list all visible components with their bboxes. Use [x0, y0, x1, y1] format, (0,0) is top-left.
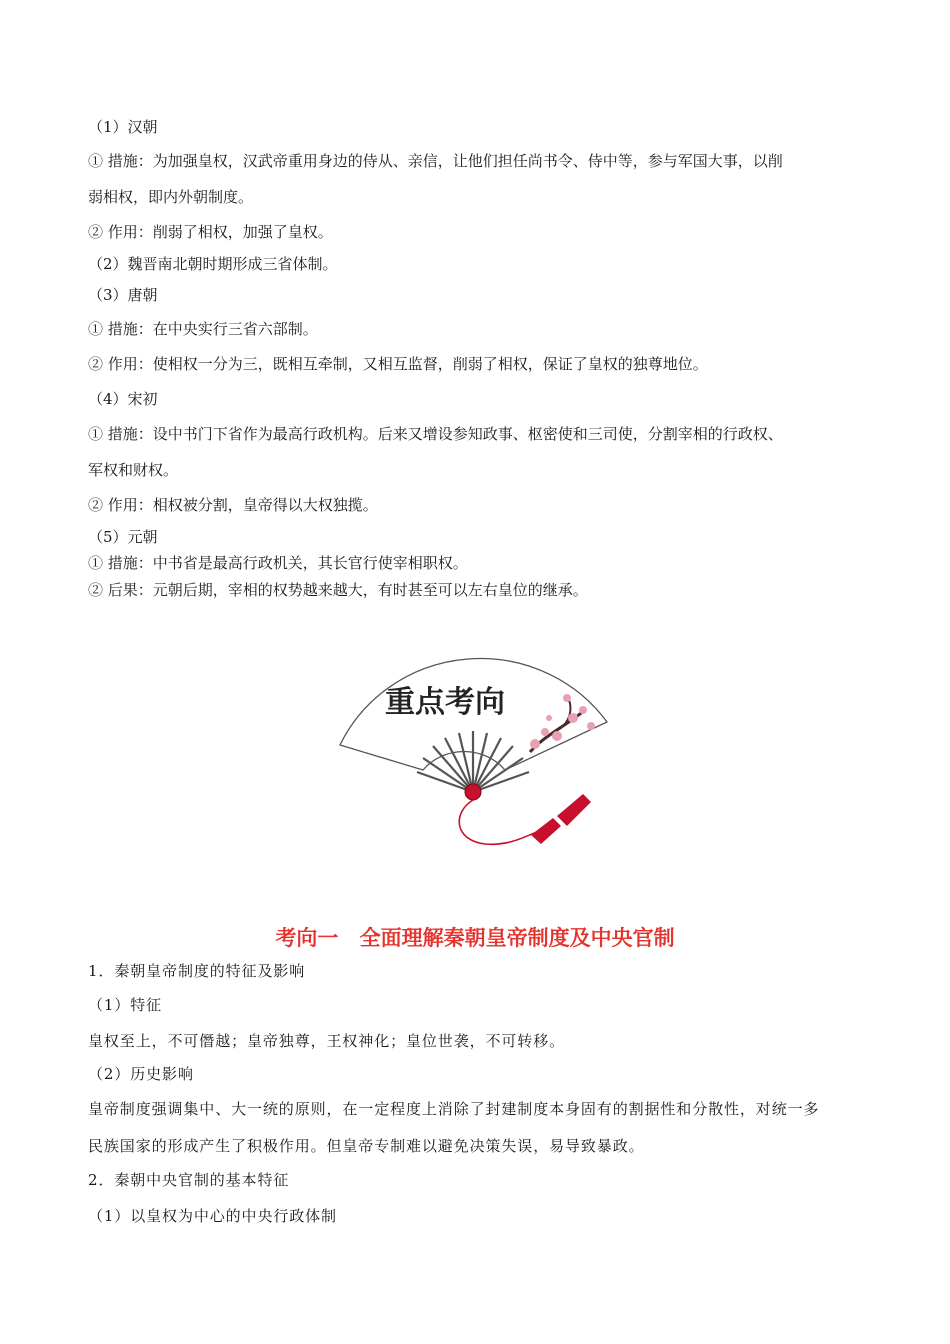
text-heading-2: 2．秦朝中央官制的基本特征 [88, 1171, 290, 1189]
banner-text: 重点考向 [385, 685, 505, 720]
text-heading-1-sub2: （2）历史影响 [88, 1065, 194, 1083]
fan-cord [459, 800, 541, 844]
text-heading-1-sub1: （1）特征 [88, 996, 163, 1014]
text-heading-2-sub1: （1）以皇权为中心的中央行政体制 [88, 1207, 337, 1225]
text-song-measure-2: 军权和财权。 [88, 461, 179, 479]
text-tang-effect: ② 作用：使相权一分为三，既相互牵制，又相互监督，削弱了相权，保证了皇权的独尊地位。 [88, 355, 708, 373]
text-tang-title: （3）唐朝 [88, 286, 158, 304]
text-heading-1-sub1-body: 皇权至上，不可僭越；皇帝独尊，王权神化；皇位世袭，不可转移。 [88, 1032, 566, 1050]
tassel-right [557, 794, 591, 826]
text-han-title: （1）汉朝 [88, 118, 158, 136]
text-heading-1-sub2-body-1: 皇帝制度强调集中、大一统的原则，在一定程度上消除了封建制度本身固有的割据性和分散性，对统一多 [88, 1100, 820, 1118]
tassel-left [531, 818, 561, 844]
fan-banner-illustration [335, 640, 615, 850]
text-song-measure-1: ① 措施：设中书门下省作为最高行政机构。后来又增设参知政事、枢密使和三司使，分割宰相的行政权、 [88, 425, 783, 443]
text-heading-1: 1．秦朝皇帝制度的特征及影响 [88, 962, 306, 980]
text-heading-1-sub2-body-2: 民族国家的形成产生了积极作用。但皇帝专制难以避免决策失误，易导致暴政。 [88, 1137, 645, 1155]
text-tang-measure: ① 措施：在中央实行三省六部制。 [88, 320, 318, 338]
text-song-title: （4）宋初 [88, 390, 158, 408]
text-yuan-measure: ① 措施：中书省是最高行政机关，其长官行使宰相职权。 [88, 554, 468, 572]
text-wei-jin: （2）魏晋南北朝时期形成三省体制。 [88, 255, 338, 273]
fan-pivot [465, 784, 481, 800]
text-yuan-result: ② 后果：元朝后期，宰相的权势越来越大，有时甚至可以左右皇位的继承。 [88, 581, 588, 599]
text-song-effect: ② 作用：相权被分割，皇帝得以大权独揽。 [88, 496, 378, 514]
text-han-measure-1: ① 措施：为加强皇权，汉武帝重用身边的侍从、亲信，让他们担任尚书令、侍中等，参与军国大事，以削 [88, 152, 783, 170]
text-yuan-title: （5）元朝 [88, 528, 158, 546]
text-han-measure-2: 弱相权，即内外朝制度。 [88, 188, 254, 206]
section-title: 考向一 全面理解秦朝皇帝制度及中央官制 [275, 926, 675, 950]
text-han-effect: ② 作用：削弱了相权，加强了皇权。 [88, 223, 333, 241]
